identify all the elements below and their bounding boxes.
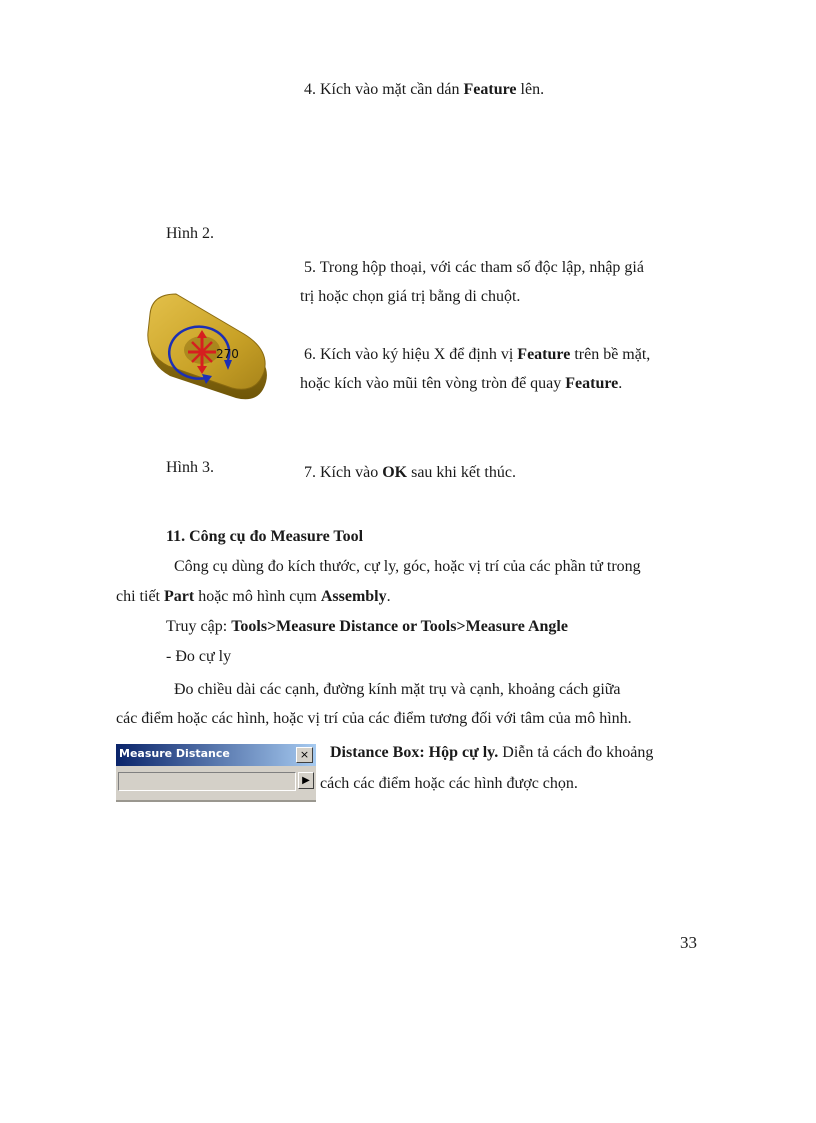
step-6-line-2: hoặc kích vào mũi tên vòng tròn để quay Feature. — [300, 375, 623, 392]
section-11-heading: 11. Công cụ đo Measure Tool — [166, 528, 364, 545]
section-11-para-1-line-1: Công cụ dùng đo kích thước, cự ly, góc, hoặc vị trí của các phần tử trong — [174, 558, 641, 575]
step-5-line-2: trị hoặc chọn giá trị bằng di chuột. — [300, 288, 521, 305]
step-7-text: 7. Kích vào OK sau khi kết thúc. — [304, 464, 516, 481]
sub-item-distance: - Đo cự ly — [166, 648, 232, 665]
section-11-para-1-line-2: chi tiết Part hoặc mô hình cụm Assembly. — [116, 588, 391, 605]
close-icon[interactable]: × — [296, 747, 313, 763]
access-line: Truy cập: Tools>Measure Distance or Tools>Measure Angle — [166, 618, 568, 635]
distance-readout-field[interactable] — [118, 772, 296, 791]
step-6-line-1: 6. Kích vào ký hiệu X để định vị Feature trên bề mặt, — [304, 346, 651, 363]
play-arrow-icon[interactable]: ▶ — [298, 772, 314, 789]
figure-3-caption: Hình 3. — [166, 459, 214, 476]
angle-label: 270 — [216, 347, 239, 361]
step-4-text: 4. Kích vào mặt cần dán Feature lên. — [304, 81, 545, 98]
figure-2-caption: Hình 2. — [166, 225, 214, 242]
step-5-line-1: 5. Trong hộp thoại, với các tham số độc lập, nhập giá — [304, 259, 644, 276]
dialog-title: Measure Distance — [119, 747, 230, 760]
section-11-para-2-line-1: Đo chiều dài các cạnh, đường kính mặt trụ và cạnh, khoảng cách giữa — [174, 681, 621, 698]
measure-distance-dialog — [116, 744, 316, 802]
page-number: 33 — [680, 933, 697, 952]
distance-box-line-2: cách các điểm hoặc các hình được chọn. — [320, 775, 578, 792]
figure-3-part-illustration — [140, 290, 280, 410]
section-11-para-2-line-2: các điểm hoặc các hình, hoặc vị trí của các điểm tương đối với tâm của mô hình. — [116, 710, 632, 727]
dialog-title-bar[interactable] — [116, 744, 316, 766]
distance-box-line-1: Distance Box: Hộp cự ly. Diễn tả cách đo khoảng — [330, 744, 654, 761]
